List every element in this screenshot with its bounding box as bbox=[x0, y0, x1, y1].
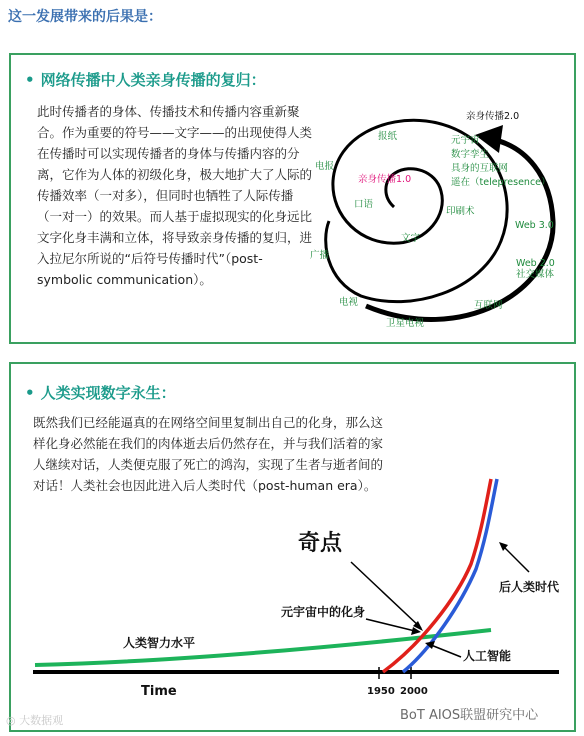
label-post-human: 后人类时代 bbox=[499, 580, 560, 594]
section1-heading bbox=[25, 69, 266, 90]
watermark-logo-left: ◎ 大数据观 bbox=[6, 714, 64, 727]
label-metaverse-1: 元宇宙 bbox=[451, 135, 480, 146]
label-ai: 人工智能 bbox=[463, 649, 512, 663]
tick-2000-label: 2000 bbox=[400, 686, 428, 697]
tick-1950-label: 1950 bbox=[367, 686, 395, 697]
bullet-icon: • bbox=[25, 384, 35, 402]
label-oral: 口语 bbox=[354, 199, 374, 210]
label-web2-line1: Web 2.0 bbox=[516, 258, 555, 269]
label-telegraph: 电报 bbox=[315, 161, 335, 172]
spiral-diagram bbox=[291, 91, 573, 339]
arrow-avatar bbox=[366, 619, 421, 635]
label-newspaper: 报纸 bbox=[378, 131, 398, 142]
label-writing: 文字 bbox=[401, 233, 421, 244]
arrow-singularity bbox=[351, 562, 423, 631]
label-print: 印刷术 bbox=[446, 206, 475, 217]
label-embodied-2: 亲身传播2.0 bbox=[466, 111, 520, 122]
spiral-curve bbox=[326, 120, 507, 301]
label-metaverse-4: 遥在（telepresence） bbox=[451, 177, 551, 188]
section-digital-immortality bbox=[9, 362, 576, 732]
label-internet: 互联网 bbox=[474, 300, 503, 311]
label-web3: Web 3.0 bbox=[515, 220, 554, 231]
x-axis-label: Time bbox=[141, 684, 177, 699]
arrow-post-human bbox=[499, 542, 529, 572]
watermark-right: BoT AIOS联盟研究中心 bbox=[400, 708, 539, 723]
label-singularity: 奇点 bbox=[298, 531, 343, 556]
label-tv: 电视 bbox=[339, 297, 359, 308]
singularity-diagram bbox=[11, 474, 571, 724]
label-metaverse-2: 数字孪生 bbox=[451, 149, 490, 160]
label-human-intelligence: 人类智力水平 bbox=[123, 636, 196, 650]
section1-heading-text: 网络传播中人类亲身传播的复归： bbox=[40, 71, 266, 89]
label-metaverse-3: 具身的互联网 bbox=[451, 163, 509, 174]
page-title: 这一发展带来的后果是： bbox=[8, 9, 162, 25]
section2-heading bbox=[25, 382, 176, 403]
section-embodied-communication bbox=[9, 53, 576, 344]
arrow-ai bbox=[425, 641, 461, 657]
label-web2-line2: 社交媒体 bbox=[516, 269, 555, 280]
section2-paragraph: 既然我们已经能逼真的在网络空间里复制出自己的化身，那么这样化身必然能在我们的肉体逝去后仍然存在，并与我们活着的家人继续对话，人类便克服了死亡的鸿沟，实现了生者与逝者间的对话！人类社会也因此进入后人类时代（post-human era）。 bbox=[33, 415, 384, 493]
label-avatar: 元宇宙中的化身 bbox=[281, 605, 366, 619]
label-satellite-tv: 卫星电视 bbox=[386, 318, 425, 329]
bullet-icon: • bbox=[25, 71, 35, 89]
section1-paragraph: 此时传播者的身体、传播技术和传播内容重新聚合。作为重要的符号——文字——的出现使得人类在传播时可以实现传播者的身体与传播内容的分离，它作为人体的初级化身，极大地扩大了人际的传播效率（一对多），但同时也牺牲了人际传播（一对一）的效果。而人基于虚拟现实的化身远比文字化身丰满和立体，将导致亲身传播的复归，进入拉尼尔所说的“后符号传播时代”（post-symbolic communication）。 bbox=[37, 104, 313, 287]
section2-heading-text: 人类实现数字永生： bbox=[40, 384, 176, 402]
label-embodied-1: 亲身传播1.0 bbox=[358, 174, 412, 185]
label-radio: 广播 bbox=[310, 250, 330, 261]
